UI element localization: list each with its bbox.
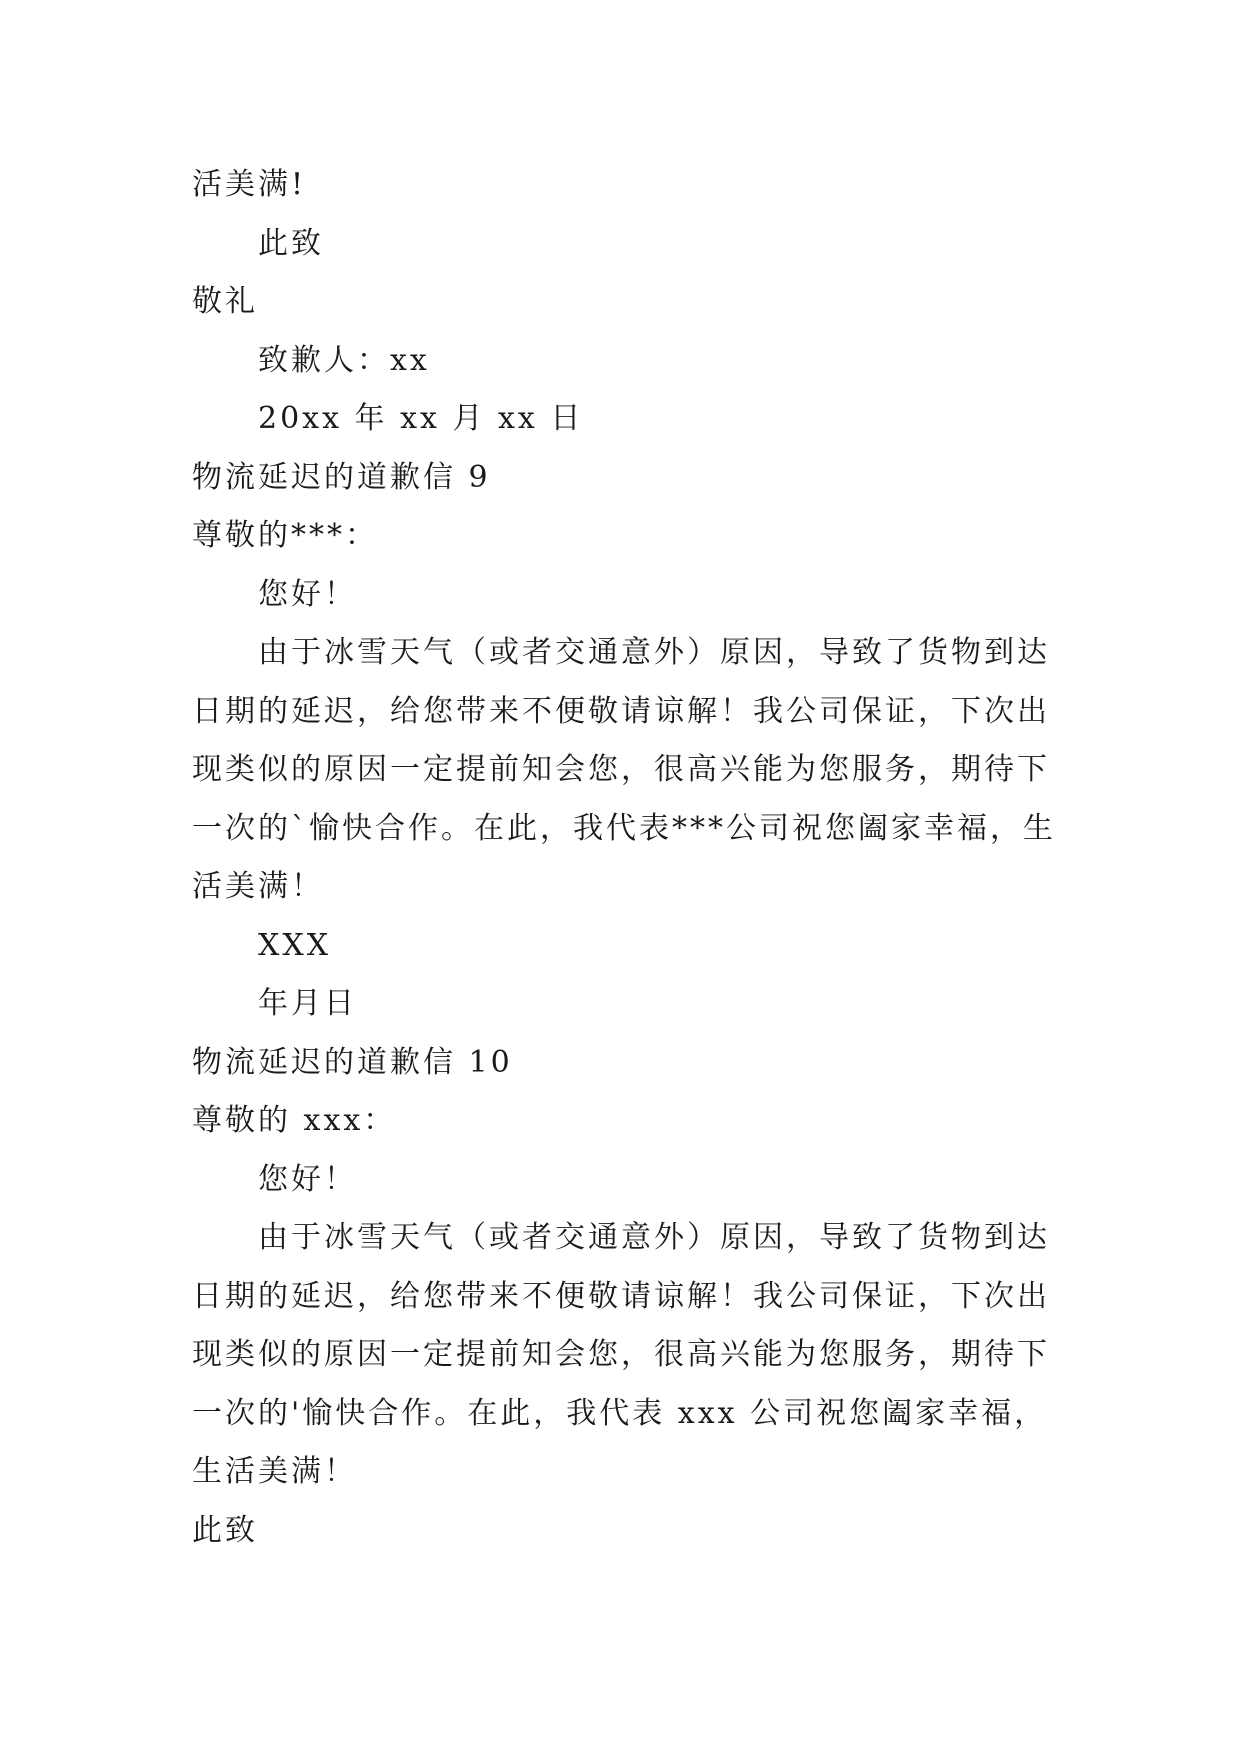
paragraph-line: 活美满！ [192, 869, 324, 904]
paragraph-line: 一次的'愉快合作。在此，我代表 xxx 公司祝您阖家幸福， [192, 1395, 1048, 1431]
paragraph-line: 现类似的原因一定提前知会您，很高兴能为您服务，期待下 [192, 1337, 1050, 1372]
paragraph-line: 日期的延迟，给您带来不便敬请谅解！我公司保证，下次出 [192, 693, 1050, 729]
paragraph-line: 生活美满！ [192, 1454, 357, 1489]
text-line: 敬礼 [192, 284, 258, 319]
paragraph-line: 日期的延迟，给您带来不便敬请谅解！我公司保证，下次出 [192, 1278, 1050, 1314]
date-line: 20xx 年 xx 月 xx 日 [258, 401, 584, 436]
text-line: 活美满! [192, 167, 307, 202]
salutation: 尊敬的 xxx： [192, 1103, 397, 1138]
signature-line: XXX [258, 927, 332, 963]
signature-line: 致歉人：xx [258, 342, 430, 378]
closing-line: 此致 [192, 1512, 258, 1548]
section-title: 物流延迟的道歉信 10 [192, 1044, 513, 1080]
paragraph-line: 由于冰雪天气（或者交通意外）原因，导致了货物到达 [258, 635, 1050, 670]
greeting: 您好！ [258, 576, 357, 612]
date-line: 年月日 [258, 986, 357, 1021]
greeting: 您好！ [258, 1161, 357, 1197]
paragraph-line: 一次的`愉快合作。在此，我代表***公司祝您阖家幸福，生 [192, 810, 1056, 846]
text-line: 此致 [258, 225, 324, 261]
paragraph-line: 由于冰雪天气（或者交通意外）原因，导致了货物到达 [258, 1220, 1050, 1255]
paragraph-line: 现类似的原因一定提前知会您，很高兴能为您服务，期待下 [192, 752, 1050, 787]
salutation: 尊敬的***： [192, 518, 378, 553]
document-body [192, 156, 1062, 1560]
section-title: 物流延迟的道歉信 9 [192, 459, 491, 495]
